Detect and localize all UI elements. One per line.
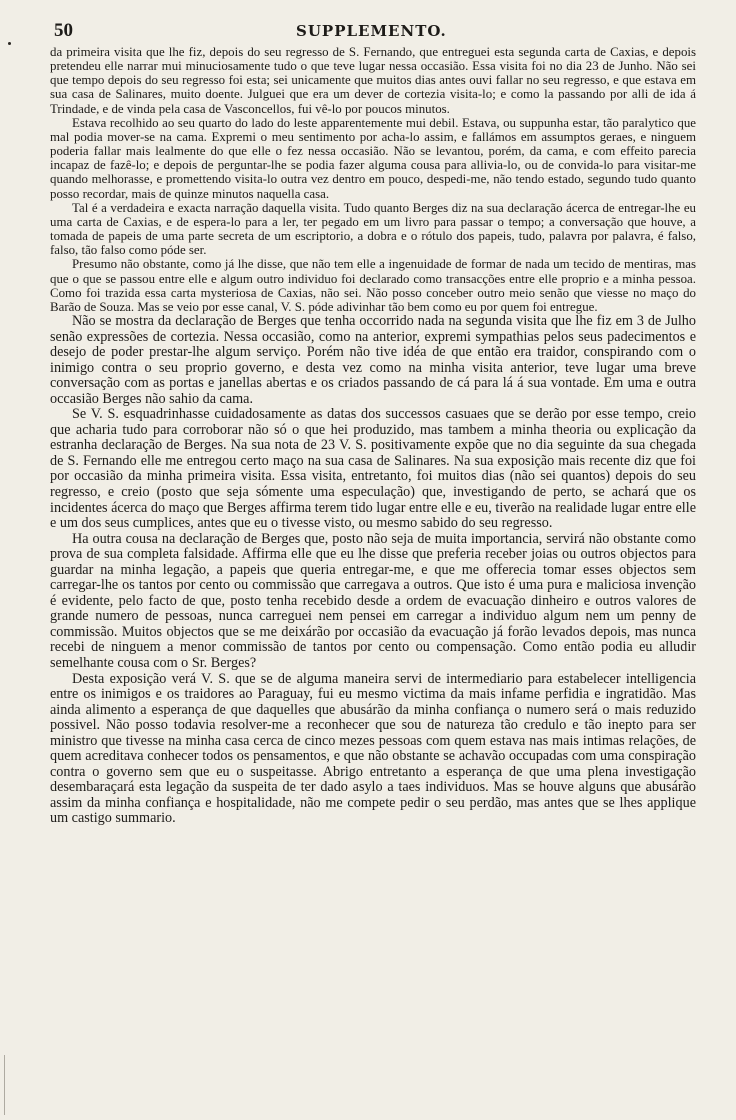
running-title: SUPPLEMENTO. <box>296 22 447 40</box>
paragraph: Presumo não obstante, como já lhe disse, que não tem elle a ingenuidade de formar de nada um tecido de mentiras, mas que o que se passou entre elle e algum outro individuo foi declarado como transacções entre elle proprio e a minha pessoa. Como foi trazida essa carta mysteriosa de Caxias, não sei. Não posso conceber outro meio senão que viesse no maço do Barão de Souza. Mas se veio por esse canal, V. S. póde adivinhar tão bem como eu por quem foi entregue. <box>50 257 696 314</box>
paragraph: da primeira visita que lhe fiz, depois do seu regresso de S. Fernando, que entreguei esta segunda carta de Caxias, e depois pretendeu elle narrar mui minuciosamente tudo o que teve lugar nessa occasião. Essa visita foi no dia 23 de Junho. Não sei que tempo depois do seu regresso foi esta; sei unicamente que muitos dias antes ouvi fallar no seu regresso, e que estava em sua casa de Salinares, muito doente. Julguei que era um dever de cortezia visita-lo; e como la passando por alli de ida á Trindade, e de vinda pela casa de Vasconcellos, fui vê-lo por poucos minutos. <box>50 45 696 116</box>
paragraph: Não se mostra da declaração de Berges que tenha occorrido nada na segunda visita que lhe fiz em 3 de Julho senão expressões de cortezia. Nessa occasião, como na anterior, expremi sympathias pelos seus padecimentos e desejo de poder prestar-lhe algum serviço. Porém não tive idéa de que então era traidor, conspirando com o inimigo contra o seu proprio governo, e desta vez como na minha visita anterior, teve lugar uma breve conversação com as portas e janellas abertas e os criados passando de cá para lá á sua vontade. Em uma e outra occasião Berges não sahio da cama. <box>50 312 696 407</box>
binding-edge-mark <box>4 1055 19 1115</box>
paragraph: Se V. S. esquadrinhasse cuidadosamente as datas dos successos casuaes que se derão por esse tempo, creio que acharia tudo para corroborar não só o que hei produzido, mas tambem a minha theoria ou explicação da estranha declaração de Berges. Na sua nota de 23 V. S. positivamente expõe que no dia seguinte da sua chegada de S. Fernando elle me entregou certo maço na sua casa de Salinares. Na sua exposição mais recente diz que foi por occasião da minha primeira visita. Essa visita, entretanto, foi muitos dias (não sei quantos) depois do seu regresso, e creio (posto que seja sómente uma especulação) que, investigando de perto, se achará que os incidentes ácerca do maço que Berges affirma terem tido lugar entre elle e eu, tiverão na realidade lugar entre elle e um dos seus cumplices, antes que eu o tivesse visto, ou mesmo sabido do seu regresso. <box>50 406 696 532</box>
ink-dot <box>8 42 11 45</box>
paragraph: Ha outra cousa na declaração de Berges que, posto não seja de muita importancia, servirá não obstante como prova de sua completa falsidade. Affirma elle que eu lhe disse que preferia receber joias ou outros objectos para guardar na minha legação, a papeis que queria entregar-me, e que me offerecia tomar esses objectos sem carregar-lhe os tantos por cento ou commissão que carregava a outros. Que isto é uma pura e maliciosa invenção é evidente, pelo facto de que, posto tenha recebido desde a ordem de evacuação dinheiro e outros valores de grande numero de pessoas, nunca carreguei nem pensei em carregar a individuo algum nem um penny de commissão. Muitos objectos que se me deixárão por occasião da evacuação já forão levados depois, mas nunca recebi de ninguem a menor commissão de tantos por cento ou compensação. Como então podia eu alludir semelhante cousa com o Sr. Berges? <box>50 530 696 671</box>
paragraph: Estava recolhido ao seu quarto do lado do leste apparentemente mui debil. Estava, ou suppunha estar, tão paralytico que mal podia mover-se na cama. Expremi o meu sentimento por acha-lo assim, e fallámos em assumptos geraes, e ninguem poderia fallar mais lealmente do que elle o fez nessa occasião. Não se levantou, porém, da cama, e com effeito parecia incapaz de fazê-lo; e depois de perguntar-lhe se podia fazer alguma cousa para allivia-lo, ou de convida-lo para visitar-me quando melhorasse, e promettendo visita-lo outra vez dentro em pouco, despedi-me, não tendo estado, segundo tudo quanto posso recordar, mais de quinze minutos naquella casa. <box>50 115 696 201</box>
paragraph: Tal é a verdadeira e exacta narração daquella visita. Tudo quanto Berges diz na sua declaração ácerca de entregar-lhe eu uma carta de Caxias, e de espera-lo para a ler, ter pegado em um livro para passar o tempo; a conversação que houve, a tomada de papeis de uma parte secreta de um escriptorio, a dobra e o rótulo dos papeis, tudo, palavra por palavra, é falso, falso, tão falso como póde ser. <box>50 200 696 258</box>
paragraph: Desta exposição verá V. S. que se de alguma maneira servi de intermediario para estabelecer intelligencia entre os inimigos e os traidores ao Paraguay, fui eu mesmo victima da mais infame perfidia e ingratidão. Mas ainda alimento a esperança de que daquelles que abusárão da minha confiança o numero será o mais reduzido possivel. Não posso todavia resolver-me a reconhecer que sou de natureza tão credulo e tão inepto para ser ministro que tivesse na minha casa cerca de cinco mezes pessoas com quem estava nas mais intimas relações, de quem acreditava conhecer todos os pensamentos, e que não obstante se achavão occupadas com uma conspiração contra o governo sem que eu o suspeitasse. Abrigo entretanto a esperança de que uma plena investigação desembaraçará esta legação da suspeita de ter dado asylo a taes individuos. Mas se houve alguns que abusárão assim da minha confiança e hospitalidade, não me compete pedir o seu perdão, mas antes que se lhes applique um castigo summario. <box>50 670 696 827</box>
page-number: 50 <box>54 20 73 41</box>
body-text <box>50 45 696 827</box>
page-header <box>46 18 696 42</box>
document-page <box>46 18 696 1103</box>
